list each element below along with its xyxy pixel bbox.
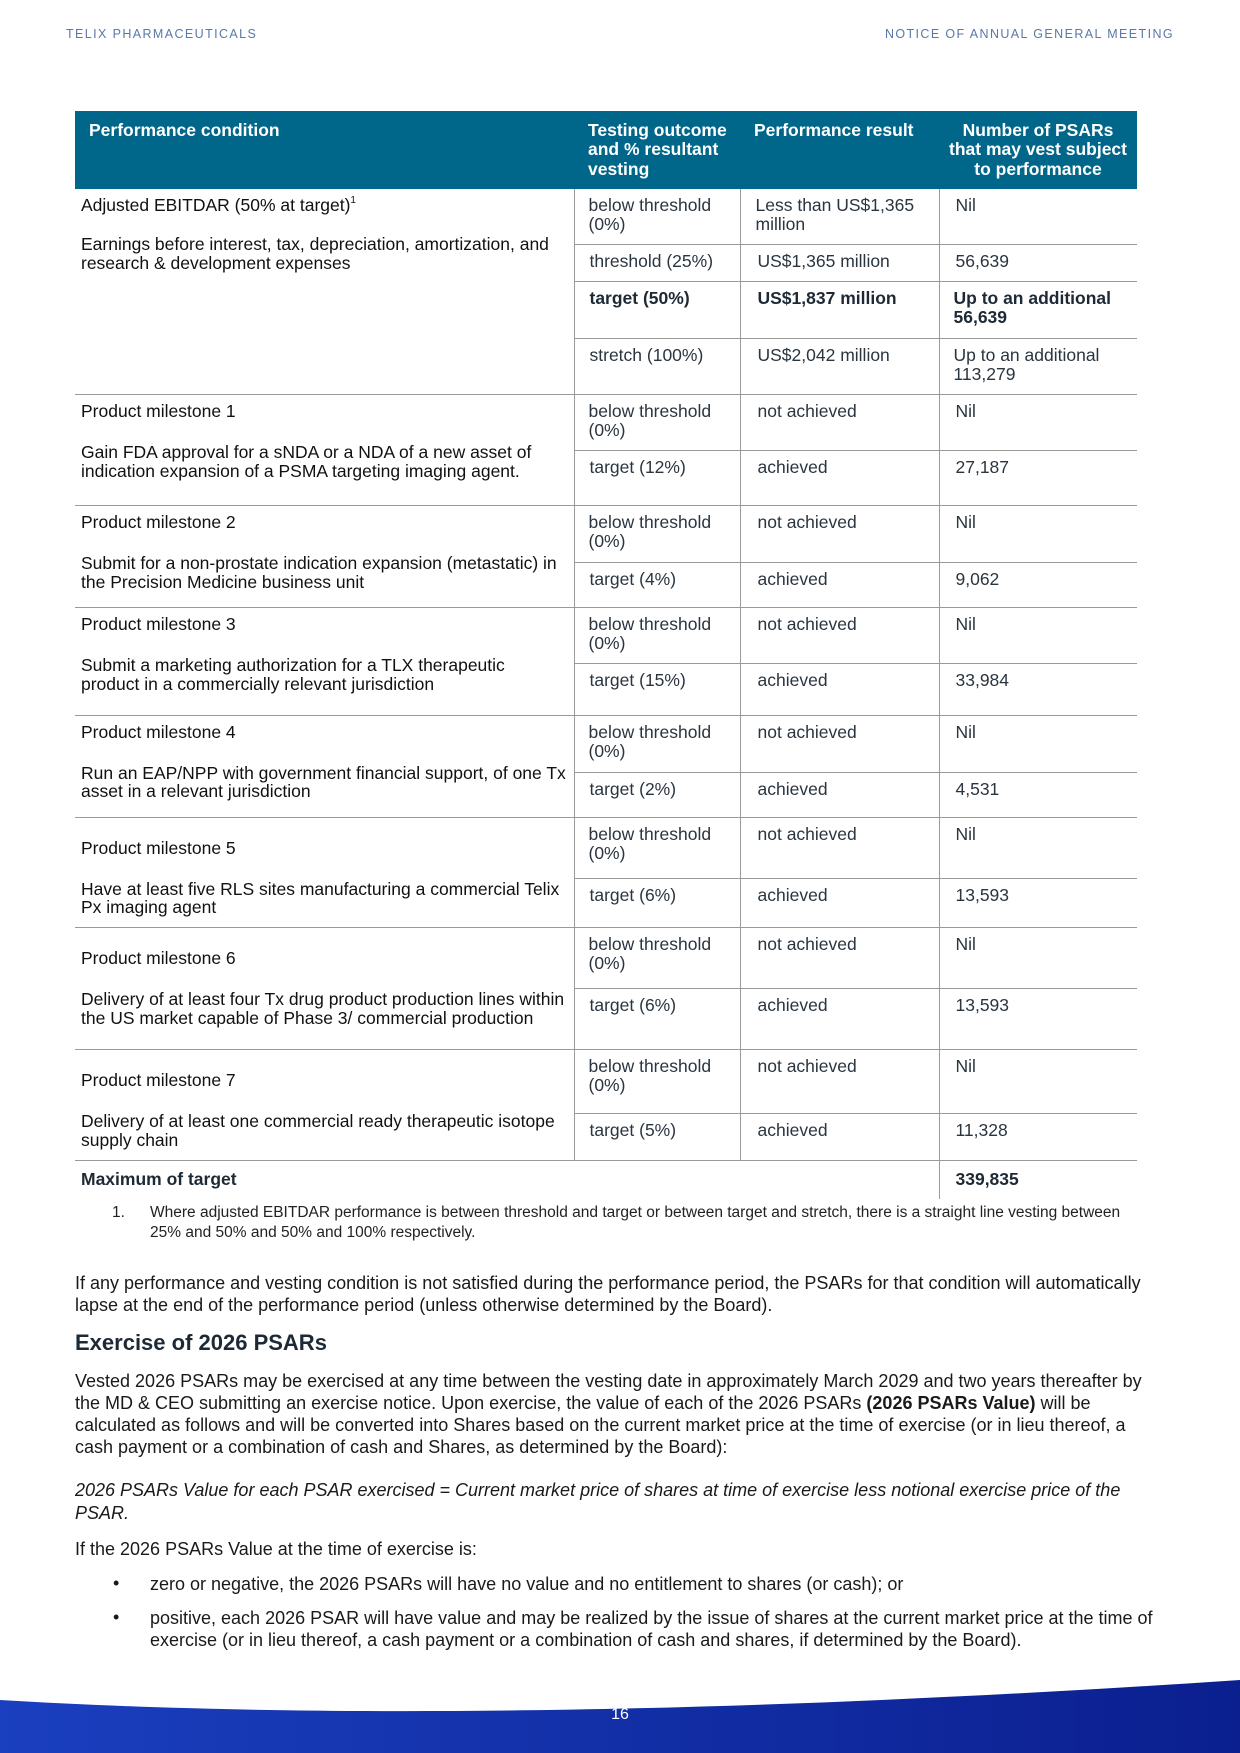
table-header-row	[75, 111, 1137, 189]
testing-outcome: below threshold (0%)	[574, 715, 740, 772]
psar-number: Nil	[939, 928, 1137, 989]
table-row	[75, 395, 1137, 451]
condition-name: Product milestone 2	[81, 511, 236, 532]
testing-outcome: target (50%)	[574, 282, 740, 339]
condition-description: Gain FDA approval for a sNDA or a NDA of a new asset of indication expansion of a PSMA targeting imaging agent.	[81, 442, 532, 481]
performance-result: not achieved	[740, 928, 939, 989]
total-label: Maximum of target	[75, 1161, 939, 1199]
bullet-glyph: •	[113, 1606, 120, 1627]
milestone-condition-cell	[75, 715, 574, 817]
table-row	[75, 607, 1137, 663]
header-company: TELIX PHARMACEUTICALS	[66, 27, 258, 41]
total-value: 339,835	[939, 1161, 1137, 1199]
running-header	[66, 27, 1174, 43]
list-item-text: zero or negative, the 2026 PSARs will have no value and no entitlement to shares (or cash); or	[150, 1574, 904, 1594]
table-row	[75, 189, 1137, 245]
lapse-paragraph: If any performance and vesting condition is not satisfied during the performance period, the PSARs for that condition will automatically lapse at the end of the performance period (unless otherwise determined by the Board).	[75, 1273, 1141, 1315]
performance-result: Less than US$1,365 million	[740, 189, 939, 245]
performance-result: achieved	[740, 879, 939, 928]
psar-number: 9,062	[939, 562, 1137, 607]
table-row	[75, 715, 1137, 772]
psar-number: Nil	[955, 194, 976, 215]
table-row	[75, 817, 1137, 878]
performance-result: US$2,042 million	[740, 339, 939, 395]
psar-number: Nil	[939, 1050, 1137, 1114]
ebitdar-condition-cell	[75, 189, 574, 395]
performance-result: not achieved	[740, 715, 939, 772]
performance-result: not achieved	[740, 505, 939, 562]
testing-outcome: below threshold (0%)	[574, 928, 740, 989]
footnote-number: 1.	[112, 1204, 125, 1221]
milestone-condition-cell	[75, 395, 574, 506]
testing-outcome: target (15%)	[574, 663, 740, 715]
condition-name: Product milestone 3	[81, 613, 236, 634]
exercise-text-continued: will be calculated as follows and will be converted into Shares based on the current market price at the time of exercise (or in lieu thereof, a cash payment or a combination of cash and Shares, as determined by the Board):	[75, 1392, 1126, 1457]
performance-result: achieved	[740, 663, 939, 715]
list-item-text: positive, each 2026 PSAR will have value and may be realized by the issue of shares at the current market price at the time of exercise (or in lieu thereof, a cash payment or a combination of cash and shares, if determined by the Board).	[150, 1607, 1153, 1650]
milestone-condition-cell	[75, 505, 574, 607]
section-heading: Exercise of 2026 PSARs	[75, 1330, 327, 1355]
psar-number: Up to an additional 56,639	[939, 282, 1137, 339]
psar-number: 33,984	[939, 663, 1137, 715]
testing-outcome: below threshold (0%)	[574, 395, 740, 451]
exercise-text: Vested 2026 PSARs may be exercised at any time between the vesting date in approximately March 2029 and two years thereafter by the MD & CEO submitting an exercise notice. Upon exercise, the value of each of the 2026 PSARs	[75, 1371, 1142, 1413]
footnote-marker: 1	[350, 194, 356, 206]
list-item	[110, 1574, 1165, 1596]
milestone-condition-cell	[75, 928, 574, 1050]
condition-intro: If the 2026 PSARs Value at the time of exercise is:	[75, 1539, 477, 1559]
condition-description: Delivery of at least four Tx drug product production lines within the US market capable of Phase 3/ commercial production	[81, 989, 565, 1029]
performance-table	[75, 111, 1137, 1199]
testing-outcome: below threshold (0%)	[574, 817, 740, 878]
condition-description: Have at least five RLS sites manufacturing a commercial Telix Px imaging agent	[81, 878, 560, 918]
milestone-condition-cell	[75, 607, 574, 715]
performance-result: not achieved	[740, 395, 939, 451]
psar-number: 13,593	[939, 989, 1137, 1050]
testing-outcome: target (2%)	[574, 772, 740, 817]
condition-name: Product milestone 4	[81, 721, 236, 742]
milestone-condition-cell	[75, 1050, 574, 1161]
defined-term: (2026 PSARs Value)	[866, 1392, 1036, 1413]
condition-description: Submit a marketing authorization for a TLX therapeutic product in a commercially relevant jurisdiction	[81, 654, 505, 694]
psar-number: 56,639	[939, 245, 1137, 282]
header-performance-result: Performance result	[740, 111, 939, 189]
condition-description: Run an EAP/NPP with government financial support, of one Tx asset in a relevant jurisdiction	[81, 762, 566, 802]
performance-result: achieved	[740, 450, 939, 505]
condition-description: Delivery of at least one commercial ready therapeutic isotope supply chain	[81, 1111, 555, 1151]
performance-result: not achieved	[740, 1050, 939, 1114]
psar-number: 11,328	[939, 1114, 1137, 1161]
value-formula: 2026 PSARs Value for each PSAR exercised = Current market price of shares at time of exercise less notional exercise price of the PSAR.	[75, 1480, 1121, 1524]
performance-result: not achieved	[740, 817, 939, 878]
performance-result: achieved	[740, 772, 939, 817]
testing-outcome: stretch (100%)	[574, 339, 740, 395]
psar-number: Nil	[939, 715, 1137, 772]
list-item	[110, 1608, 1165, 1652]
header-document-title: NOTICE OF ANNUAL GENERAL MEETING	[884, 27, 1174, 41]
condition-name: Product milestone 7	[81, 1070, 236, 1091]
testing-outcome: target (6%)	[574, 879, 740, 928]
condition-description: Earnings before interest, tax, depreciation, amortization, and research & development expenses	[81, 233, 549, 273]
condition-description: Submit for a non-prostate indication expansion (metastatic) in the Precision Medicine business unit	[81, 552, 557, 592]
testing-outcome: target (5%)	[574, 1114, 740, 1161]
performance-result: US$1,837 million	[740, 282, 939, 339]
testing-outcome: target (4%)	[574, 562, 740, 607]
testing-outcome: below threshold (0%)	[574, 607, 740, 663]
page-number: 16	[611, 1706, 629, 1723]
psar-number: Nil	[939, 505, 1137, 562]
performance-result: not achieved	[740, 607, 939, 663]
testing-outcome: target (6%)	[574, 989, 740, 1050]
psar-number: Up to an additional 113,279	[939, 339, 1137, 395]
table-row	[75, 505, 1137, 562]
milestone-condition-cell	[75, 817, 574, 928]
testing-outcome: target (12%)	[574, 450, 740, 505]
table-row	[75, 928, 1137, 989]
header-testing-outcome: Testing outcome and % resultant vesting	[574, 111, 740, 189]
performance-result: achieved	[740, 1114, 939, 1161]
condition-name: Product milestone 5	[81, 837, 236, 858]
header-performance-condition: Performance condition	[75, 111, 574, 189]
condition-name: Adjusted EBITDAR (50% at target)$^1$	[81, 194, 356, 215]
condition-name: Product milestone 6	[81, 948, 236, 969]
psar-number: 27,187	[939, 450, 1137, 505]
psar-number: 13,593	[939, 879, 1137, 928]
performance-result: US$1,365 million	[740, 245, 939, 282]
psar-number: 4,531	[939, 772, 1137, 817]
performance-result: achieved	[740, 562, 939, 607]
condition-name: Product milestone 1	[81, 401, 236, 422]
bullet-glyph: •	[113, 1573, 120, 1593]
table-footnote	[112, 1203, 1132, 1243]
psar-number: Nil	[939, 817, 1137, 878]
testing-outcome: threshold (25%)	[574, 245, 740, 282]
testing-outcome: below threshold (0%)	[574, 189, 740, 245]
performance-result: achieved	[740, 989, 939, 1050]
table-row	[75, 1050, 1137, 1114]
psar-number: Nil	[939, 607, 1137, 663]
outcome-list	[110, 1574, 1165, 1664]
footnote-text: Where adjusted EBITDAR performance is between threshold and target or between target and stretch, there is a straight line vesting between 25% and 50% and 50% and 100% respectively.	[150, 1204, 1121, 1242]
table-total-row	[75, 1161, 1137, 1199]
testing-outcome: below threshold (0%)	[574, 505, 740, 562]
testing-outcome: below threshold (0%)	[574, 1050, 740, 1114]
exercise-paragraph	[75, 1371, 1165, 1459]
psar-number: Nil	[939, 395, 1137, 451]
header-number-of-psars: Number of PSARs that may vest subject to performance	[939, 111, 1137, 189]
